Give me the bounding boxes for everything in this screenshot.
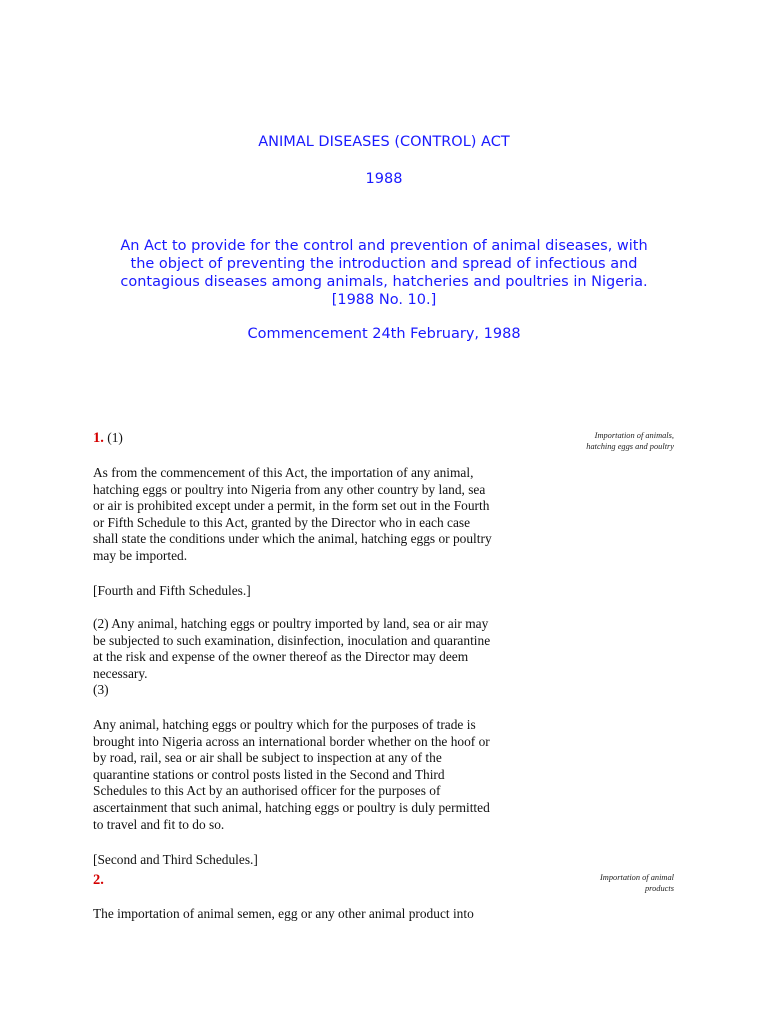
section-1-paragraph-1	[93, 465, 563, 565]
act-year: 1988	[365, 171, 403, 187]
text-line: (2) Any animal, hatching eggs or poultry imported by land, sea or air may	[93, 616, 489, 631]
subsection-number: (3)	[93, 682, 109, 698]
text-line: to travel and fit to do so.	[93, 816, 225, 832]
text-line: be subjected to such examination, disinfection, inoculation and quarantine	[93, 632, 491, 648]
text-line: quarantine stations or control posts listed in the Second and Third	[93, 766, 445, 782]
section-1-heading	[93, 430, 563, 447]
section-number: 1.	[93, 430, 104, 446]
text-line: may be imported.	[93, 547, 188, 563]
text-line: necessary.	[93, 665, 148, 681]
section-1-margin-note	[514, 431, 674, 452]
section-2-margin-note	[514, 873, 674, 894]
text-line: Any animal, hatching eggs or poultry which for the purposes of trade is	[93, 717, 476, 732]
text-line: As from the commencement of this Act, the importation of any animal,	[93, 465, 474, 480]
margin-note-line: products	[644, 883, 674, 893]
section-number: 2.	[93, 872, 104, 888]
schedule-reference: [Fourth and Fifth Schedules.]	[93, 583, 251, 598]
text-line: hatching eggs or poultry into Nigeria from any other country by land, sea	[93, 481, 486, 497]
text-line: ascertainment that such animal, hatching eggs or poultry is duly permitted	[93, 799, 490, 815]
margin-note-line: Importation of animals,	[594, 431, 674, 440]
section-2-paragraph-1	[93, 906, 563, 923]
schedule-reference: [Second and Third Schedules.]	[93, 852, 258, 867]
preamble-line: the object of preventing the introduction and spread of infectious and	[130, 256, 638, 272]
text-line: brought into Nigeria across an international border whether on the hoof or	[93, 733, 490, 749]
act-title: ANIMAL DISEASES (CONTROL) ACT	[258, 134, 510, 150]
commencement-date: Commencement 24th February, 1988	[247, 326, 521, 342]
preamble-line: An Act to provide for the control and prevention of animal diseases, with	[120, 238, 648, 254]
text-line: or Fifth Schedule to this Act, granted by the Director who in each case	[93, 514, 471, 530]
preamble-citation: [1988 No. 10.]	[331, 292, 437, 308]
text-line: The importation of animal semen, egg or any other animal product into	[93, 906, 474, 921]
subsection-number: (1)	[107, 430, 123, 445]
section-1-paragraph-3	[93, 717, 563, 833]
text-line: at the risk and expense of the owner thereof as the Director may deem	[93, 649, 469, 665]
section-2-heading	[93, 872, 563, 889]
text-line: Schedules to this Act by an authorised officer for the purposes of	[93, 783, 441, 799]
margin-note-line: Importation of animal	[600, 873, 674, 882]
margin-note-line: hatching eggs and poultry	[586, 441, 674, 451]
text-line: or air is prohibited except under a permit, in the form set out in the Fourth	[93, 498, 490, 514]
section-1-paragraph-2	[93, 616, 563, 699]
act-preamble	[90, 237, 678, 309]
text-line: by road, rail, sea or air shall be subject to inspection at any of the	[93, 750, 442, 766]
text-line: shall state the conditions under which the animal, hatching eggs or poultry	[93, 531, 492, 547]
preamble-line: contagious diseases among animals, hatcheries and poultries in Nigeria.	[120, 274, 648, 290]
